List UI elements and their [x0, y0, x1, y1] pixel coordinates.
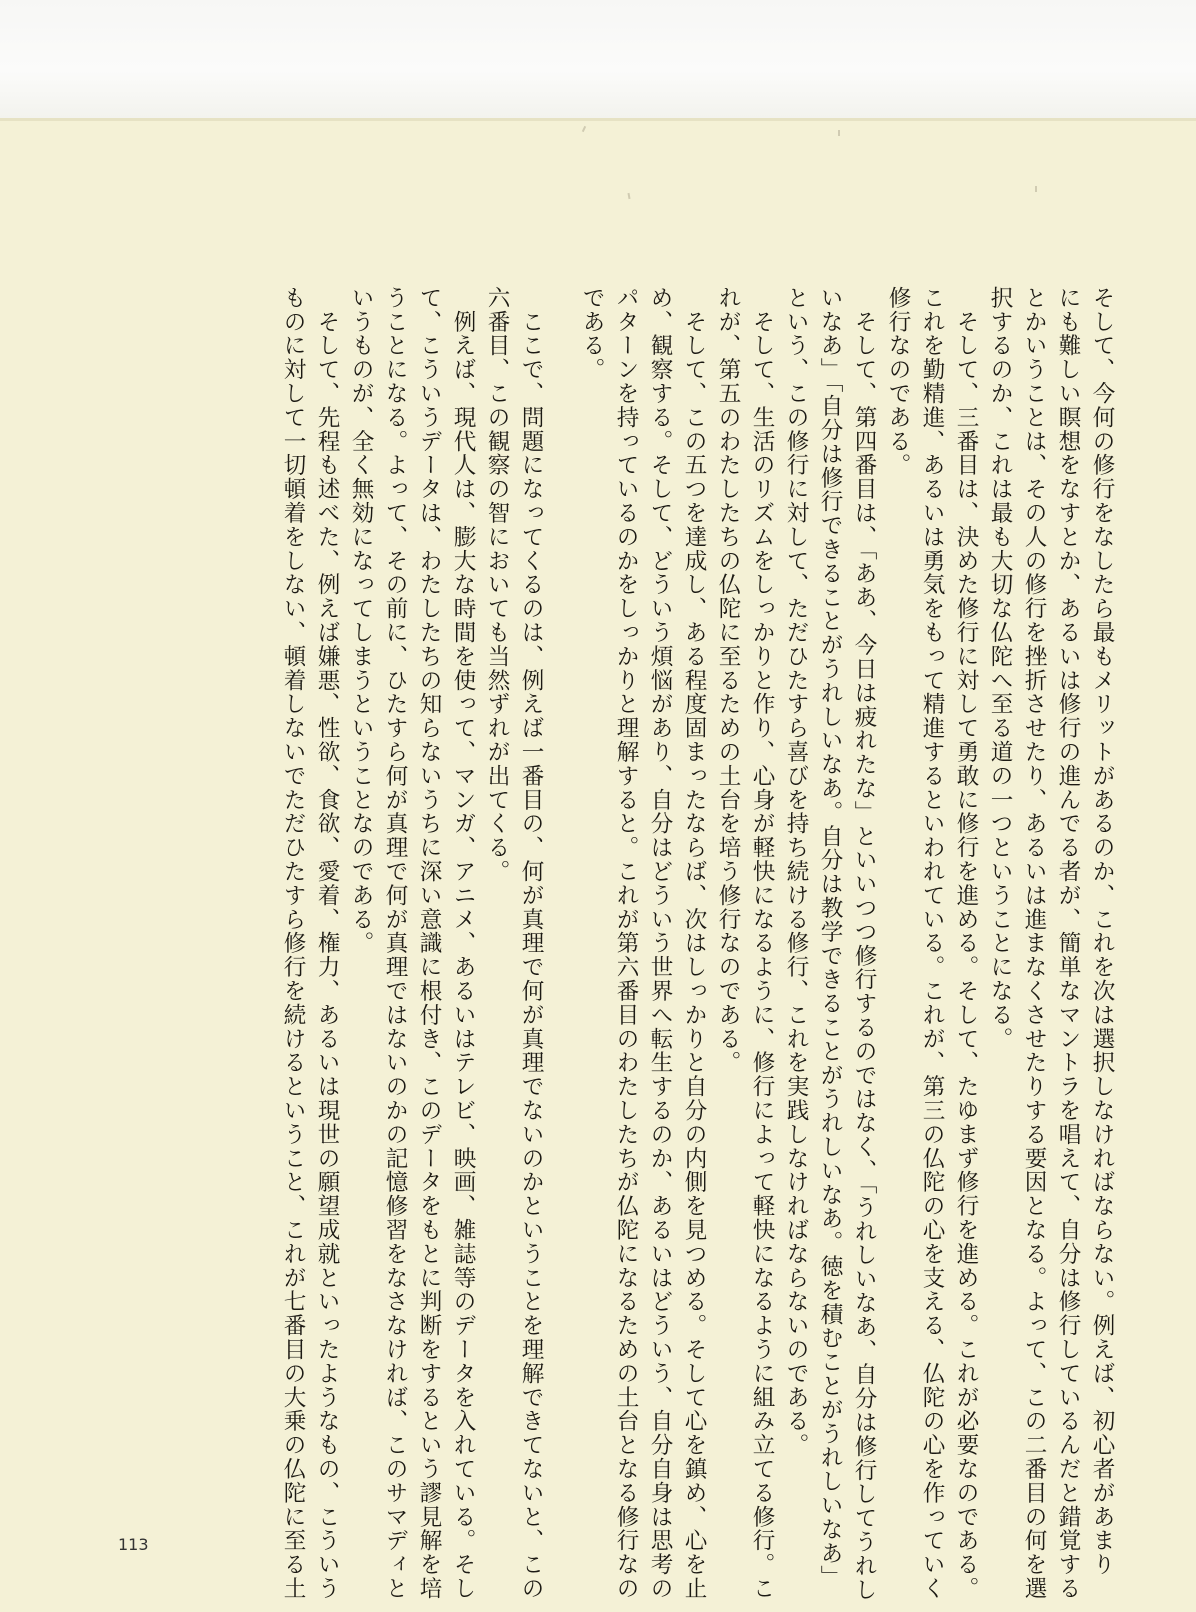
text-line: である。 [579, 286, 605, 382]
text-line: という、この修行に対して、ただひたすら喜びを持ち続ける修行、これを実践しなければならないのである。 [783, 286, 809, 1458]
text-line: 例えば、現代人は、膨大な時間を使って、マンガ、アニメ、あるいはテレビ、映画、雑誌等のデータを入れている。そし [450, 286, 476, 1601]
text-line: そして、第四番目は、「ああ、今日は疲れたな」といいつつ修行するのではなく、「うれしいなあ、自分は修行してうれし [851, 286, 877, 1602]
text-line: 択するのか、これは最も大切な仏陀へ至る道の一つということになる。 [987, 286, 1013, 1051]
page-edge [0, 118, 1196, 121]
text-line: にも難しい瞑想をなすとか、あるいは修行の進んでる者が、簡単なマントラを唱えて、自分は修行しているんだと錯覚する [1055, 286, 1081, 1601]
text-line: め、観察する。そして、どういう煩悩があり、自分はどういう世界へ転生するのか、あるいはどういう、自分自身は思考の [647, 286, 673, 1601]
page-top-margin [0, 0, 1196, 118]
text-line: とかいうことは、その人の修行を挫折させたり、あるいは進まなくさせたりする要因となる。よって、この二番目の何を選 [1021, 286, 1047, 1601]
text-line: て、こういうデータは、わたしたちの知らないうちに深い意識に根付き、このデータをもとに判断をするという謬見解を培 [416, 286, 442, 1601]
paper-fleck [1035, 186, 1037, 192]
text-line: 六番目、この観察の智においても当然ずれが出てくる。 [484, 286, 510, 884]
text-line: うことになる。よって、その前に、ひたすら何が真理で何が真理ではないのかの記憶修習をなさなければ、このサマディと [382, 286, 408, 1601]
text-line: ここで、問題になってくるのは、例えば一番目の、何が真理で何が真理でないのかということを理解できてないと、この [518, 286, 544, 1601]
text-line: 修行なのである。 [885, 286, 911, 478]
text-line: これを勤精進、あるいは勇気をもって精進するといわれている。これが、第三の仏陀の心を支える、仏陀の心を作っていく [919, 286, 945, 1601]
text-line: いなあ」「自分は修行できることがうれしいなあ。自分は教学できることがうれしいなあ。徳を積むことがうれしいなあ」 [817, 286, 843, 1590]
text-line: そして、今何の修行をなしたら最もメリットがあるのか、これを次は選択しなければならない。例えば、初心者があまり [1089, 286, 1115, 1577]
paper-fleck [838, 130, 840, 136]
page-number: 113 [118, 1535, 149, 1554]
text-line: パターンを持っているのかをしっかりと理解すると。これが第六番目のわたしたちが仏陀になるための土台となる修行なの [613, 286, 639, 1601]
text-line: そして、三番目は、決めた修行に対して勇敢に修行を進める。そして、たゆまず修行を進める。これが必要なのである。 [953, 286, 979, 1601]
text-line: ものに対して一切頓着をしない、頓着しないでただひたすら修行を続けるということ、これが七番目の大乗の仏陀に至る土 [280, 286, 306, 1601]
paragraph-gap [548, 286, 574, 1496]
vertical-text-body [276, 286, 1118, 1602]
text-line: いうものが、全く無効になってしまうということなのである。 [348, 286, 374, 956]
text-line: そして、先程も述べた、例えば嫌悪、性欲、食欲、愛着、権力、あるいは現世の願望成就といったようなもの、こういう [314, 286, 340, 1601]
text-line: れが、第五のわたしたちの仏陀に至るための土台を培う修行なのである。 [715, 286, 741, 1075]
text-line: そして、生活のリズムをしっかりと作り、心身が軽快になるように、修行によって軽快になるように組み立てる修行。こ [749, 286, 775, 1601]
text-line: そして、この五つを達成し、ある程度固まったならば、次はしっかりと自分の内側を見つめる。そして心を鎮め、心を止 [681, 286, 707, 1601]
